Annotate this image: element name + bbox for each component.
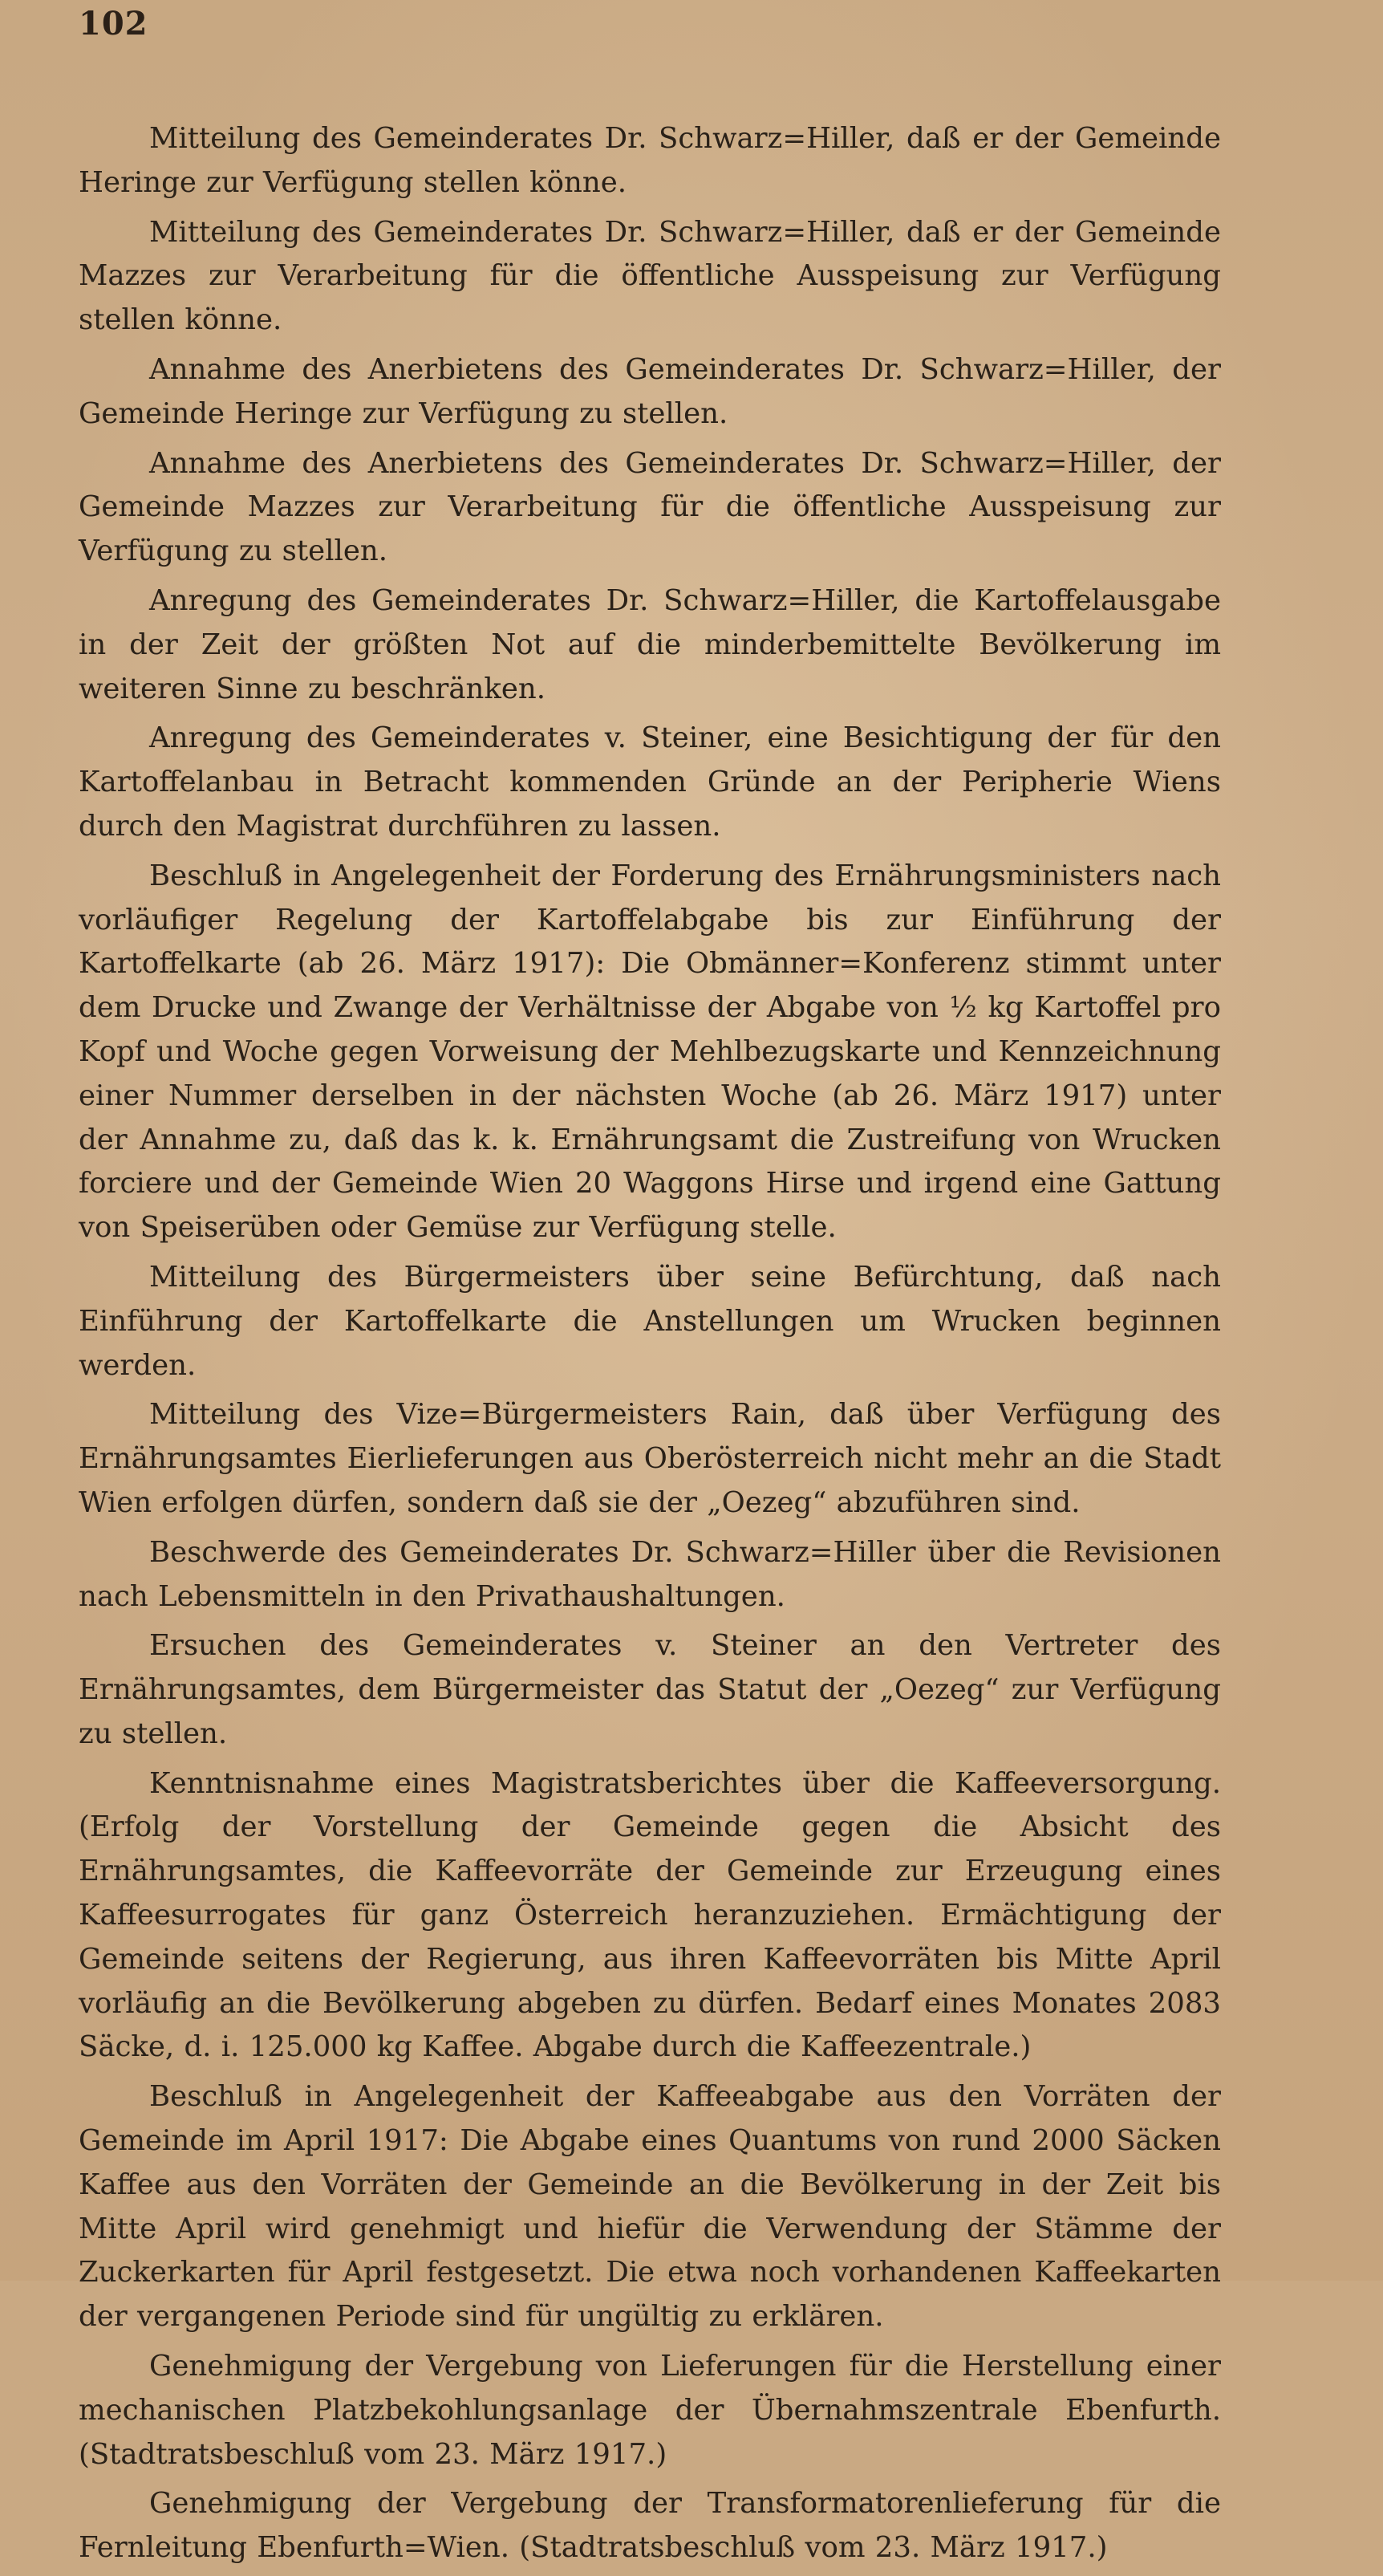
paragraph-household-complaint: Beschwerde des Gemeinderates Dr. Schwarz=Hiller über die Revisionen nach Lebensmitteln in den Privathaushaltungen.: [79, 1535, 1221, 1613]
paragraph-coaling-plant: Genehmigung der Vergebung von Lieferungen für die Herstellung einer mechanischen Platzbekohlungsanlage der Übernahmszentrale Ebenfurth. (Stadtratsbeschluß vom 23. März 1917.): [79, 2350, 1221, 2471]
page-number: 102: [79, 5, 148, 43]
paragraph-mayor-concern: Mitteilung des Bürgermeisters über seine Befürchtung, daß nach Einführung der Kartoffelkarte die Anstellungen um Wrucken beginnen werden.: [79, 1260, 1221, 1382]
paragraph-potato-inspection: Anregung des Gemeinderates v. Steiner, eine Besichtigung der für den Kartoffelanbau in Betracht kommenden Gründe an der Peripherie Wiens durch den Magistrat durchführen zu lassen.: [79, 721, 1221, 843]
paragraph-oezeg-statute: Ersuchen des Gemeinderates v. Steiner an den Vertreter des Ernährungsamtes, dem Bürgermeister das Statut der „Oezeg“ zur Verfügung zu stellen.: [79, 1629, 1221, 1750]
paragraph-egg-deliveries: Mitteilung des Vize=Bürgermeisters Rain, daß über Verfügung des Ernährungsamtes Eierlieferungen aus Oberösterreich nicht mehr an die Stadt Wien erfolgen dürfen, sondern daß sie der „Oezeg“ abzuführen sind.: [79, 1398, 1221, 1519]
paragraph-coffee-resolution: Beschluß in Angelegenheit der Kaffeeabgabe aus den Vorräten der Gemeinde im April 1917: Die Abgabe eines Quantums von rund 2000 Säcken Kaffee aus den Vorräten der Gemeinde an die Bevölkerung in der Zeit bis Mitte April wird genehmigt und hiefür die Verwendung der Stämme der Zuckerkarten für April festgesetzt. Die etwa noch vorhandenen Kaffeekarten der vergangenen Periode sind für ungültig zu erklären.: [79, 2080, 1221, 2334]
paragraph-heringe-offer: Mitteilung des Gemeinderates Dr. Schwarz=Hiller, daß er der Gemeinde Heringe zur Verfügung stellen könne.: [79, 122, 1221, 199]
body-text: [79, 117, 1221, 2576]
paragraph-mazzes-offer: Mitteilung des Gemeinderates Dr. Schwarz=Hiller, daß er der Gemeinde Mazzes zur Verarbeitung für die öffentliche Ausspeisung zur Verfügung stellen könne.: [79, 215, 1221, 337]
paragraph-heringe-acceptance: Annahme des Anerbietens des Gemeinderates Dr. Schwarz=Hiller, der Gemeinde Heringe zur Verfügung zu stellen.: [79, 352, 1221, 430]
paragraph-transformer-delivery: Genehmigung der Vergebung der Transformatorenlieferung für die Fernleitung Ebenfurth=Wien. (Stadtratsbeschluß vom 23. März 1917.): [79, 2487, 1221, 2565]
paragraph-potato-resolution: Beschluß in Angelegenheit der Forderung des Ernährungsministers nach vorläufiger Regelung der Kartoffelabgabe bis zur Einführung der Kartoffelkarte (ab 26. März 1917): Die Obmänner=Konferenz stimmt unter dem Drucke und Zwange der Verhältnisse der Abgabe von ½ kg Kartoffel pro Kopf und Woche gegen Vorweisung der Mehlbezugskarte und Kennzeichnung einer Nummer derselben in der nächsten Woche (ab 26. März 1917) unter der Annahme zu, daß das k. k. Ernährungsamt die Zustreifung von Wrucken forciere und der Gemeinde Wien 20 Waggons Hirse und irgend eine Gattung von Speiserüben oder Gemüse zur Verfügung stelle.: [79, 859, 1221, 1245]
paragraph-potato-distribution: Anregung des Gemeinderates Dr. Schwarz=Hiller, die Kartoffelausgabe in der Zeit der größten Not auf die minderbemittelte Bevölkerung im weiteren Sinne zu beschränken.: [79, 583, 1221, 705]
paragraph-coffee-report: Kenntnisnahme eines Magistratsberichtes über die Kaffeeversorgung. (Erfolg der Vorstellung der Gemeinde gegen die Absicht des Ernährungsamtes, die Kaffeevorräte der Gemeinde zur Erzeugung eines Kaffeesurrogates für ganz Österreich heranzuziehen. Ermächtigung der Gemeinde seitens der Regierung, aus ihren Kaffeevorräten bis Mitte April vorläufig an die Bevölkerung abgeben zu dürfen. Bedarf eines Monates 2083 Säcke, d. i. 125.000 kg Kaffee. Abgabe durch die Kaffeezentrale.): [79, 1766, 1221, 2064]
paragraph-mazzes-acceptance: Annahme des Anerbietens des Gemeinderates Dr. Schwarz=Hiller, der Gemeinde Mazzes zur Verarbeitung für die öffentliche Ausspeisung zur Verfügung zu stellen.: [79, 446, 1221, 568]
